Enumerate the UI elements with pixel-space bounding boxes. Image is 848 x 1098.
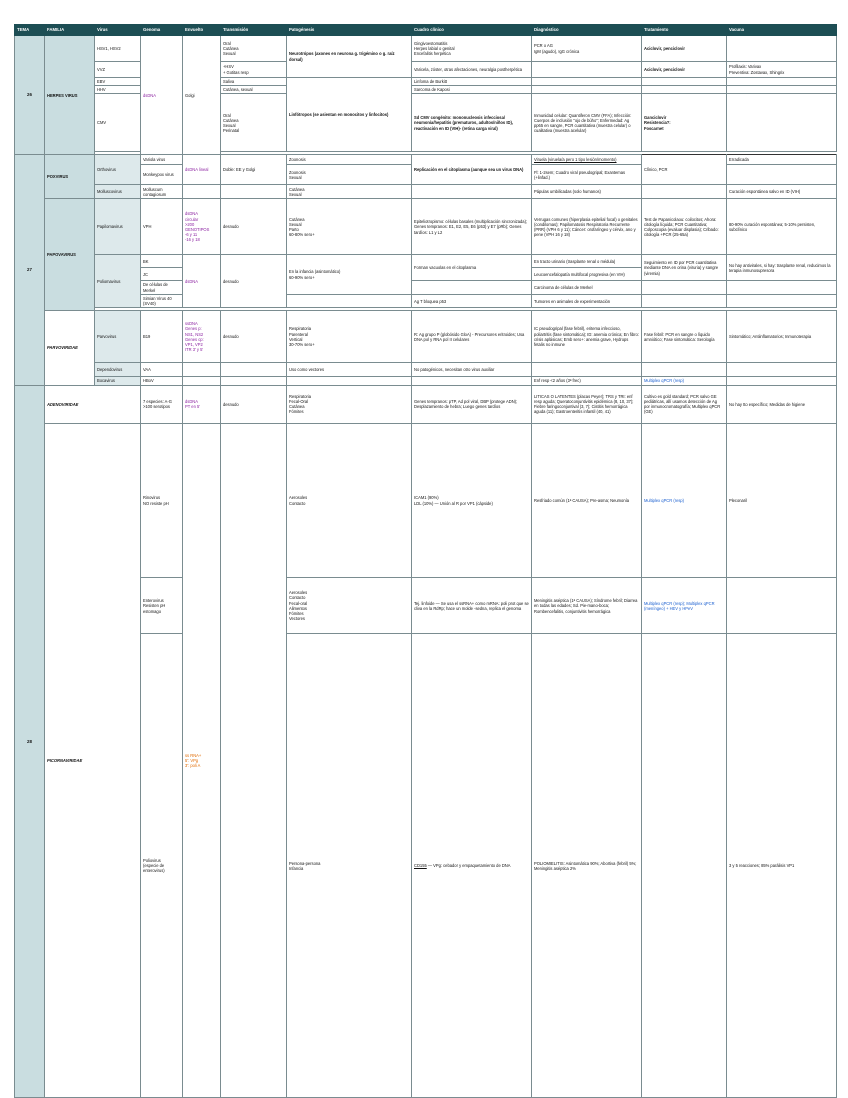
subfamily-cell: Dependovirus xyxy=(95,363,141,377)
pathogenesis-cell: Ag T bloquea p53 xyxy=(412,294,532,307)
family-cell: PAPOVAVIRUS xyxy=(45,199,95,311)
pathogenesis-cell: ICAM1 (90%) LDL (10%) — Unión al R por VP1 (cápside) xyxy=(412,423,532,578)
table-row xyxy=(15,185,837,199)
virus-cell: BK xyxy=(141,255,183,268)
table-row xyxy=(15,311,837,363)
treatment-cell: Aciclovir, penciclovir xyxy=(642,62,727,78)
transmission-cell: Zoonosis xyxy=(287,155,412,165)
clinic-cell: Pápulas umbilicadas (solo humanos) xyxy=(532,185,642,199)
diagnosis-cell: Fase febril: PCR en sangre o líquido amniótico; Fase sintomática: Serología xyxy=(642,311,727,363)
transmission-cell: Zoonosis Sexual xyxy=(287,165,412,185)
diagnosis-cell: Multiplex qPCR (resp) xyxy=(642,423,727,578)
col-virus: Virus xyxy=(95,25,141,36)
transmission-cell: +HSV + Gotitas resp xyxy=(221,62,287,78)
diagnosis-cell xyxy=(532,78,642,86)
transmission-cell: Respiratoria Fecal-Oral Cutánea Fómites xyxy=(287,385,412,423)
envelope-cell: Doble: EE y Golgi xyxy=(221,155,287,185)
subfamily-cell: Papilomavirus xyxy=(95,199,141,255)
envelope-cell: Golgi xyxy=(183,36,221,155)
table-row xyxy=(15,377,837,385)
virus-cell: VAA xyxy=(141,363,183,377)
clinic-cell: Sarcoma de Kaposi xyxy=(412,86,532,94)
col-patogenesis: Patogénesis xyxy=(287,25,412,36)
pathogenesis-cell xyxy=(412,377,532,385)
binding-text: Unión al R por VP1 (cápside) xyxy=(439,500,493,506)
subfamily-cell: Poliomavirus xyxy=(95,255,141,308)
table-row xyxy=(15,199,837,255)
diagnosis-cell xyxy=(642,363,727,377)
table-row xyxy=(15,423,837,578)
treatment-cell: 80-90% curación espontánea; 5-10% persisten, subclínico xyxy=(727,199,837,255)
table-row xyxy=(15,363,837,377)
clinic-cell xyxy=(532,363,642,377)
virus-cell: Variola virus xyxy=(141,155,183,165)
vaccine-cell xyxy=(727,86,837,94)
treatment-cell: Sintomático; Antiinflamatorios; Inmunoterapia xyxy=(727,311,837,363)
pathogenesis-cell: No patogénicos, necesitan otro virus auxiliar xyxy=(412,363,532,377)
pathogenesis-cell: Epiteliotropismo: células basales (multiplicación sincronizada); Genes tempranos: E1, E2, E5, E6 (p53) y E7 (pRb); Genes tardíos: L1 y L2 xyxy=(412,199,532,255)
family-cell: PARVOVIRIDAE xyxy=(45,311,95,385)
transmission-cell: En la infancia (asintomático) 60-90% sero+ xyxy=(287,255,412,294)
envelope-cell xyxy=(221,377,287,385)
envelope-cell xyxy=(221,363,287,377)
table-row xyxy=(15,86,837,94)
receptor-text: CD155 xyxy=(414,863,427,869)
pathogenesis-cell: Linfótropos (se asientan en monocitos y linfocitos) xyxy=(287,78,412,152)
pathogenesis-cell: CD155 — VPg: cebador y empaquetamiento de DNA xyxy=(412,634,532,1098)
virus-cell: Poliovirus (especie de enterovirus) xyxy=(141,634,183,1098)
virus-cell: HSV1, HSV2 xyxy=(95,36,141,62)
treatment-cell: Curación espontánea salvo en ID (VIH) xyxy=(727,185,837,199)
pathogenesis-cell xyxy=(412,185,532,199)
table-row xyxy=(15,94,837,152)
tema-cell: 26 xyxy=(15,36,45,155)
diagnosis-cell: Multiplex qPCR (resp) xyxy=(642,377,727,385)
diagnosis-cell: Multiplex qPCR (resp); Multiplex qPCR (meníngeo) + HEV y HPeV xyxy=(642,578,727,634)
treatment-cell xyxy=(727,281,837,294)
pathogenesis-cell: Neurotrópos (axones en neurona g. trigémino o g. raíz dorsal) xyxy=(287,36,412,78)
col-tema: TEMA xyxy=(15,25,45,36)
virus-cell: JC xyxy=(141,268,183,281)
virus-cell: EBV xyxy=(95,78,141,86)
virus-cell: De células de Merkel xyxy=(141,281,183,294)
diagnosis-cell xyxy=(642,281,727,294)
replication-text: Se usa el ssRNA+ como mRNA: poli prot que se cliva en la RdRp; hace un molde -sedna, replica el genoma xyxy=(414,600,529,611)
treatment-cell xyxy=(727,294,837,307)
diagnosis-cell: PCR o AG IgM (agudo), IgG crónica xyxy=(532,36,642,62)
diagnosis-cell xyxy=(642,185,727,199)
table-row xyxy=(15,155,837,165)
vpg-text: VPg: cebador y empaquetamiento de DNA xyxy=(433,863,511,869)
clinic-cell: POLIOMIELITIS: Asintomática 90%; Abortiva (febril) 5%; Meningitis aséptica 2% xyxy=(532,634,642,1098)
treatment-cell xyxy=(727,165,837,185)
pathogenesis-cell: Genes tempranos: pTP, Ad pol viral, DBP (protege ADN); Desplazamiento de hebra; Luego genes tardíos xyxy=(412,385,532,423)
subfamily-cell: Parvovirus xyxy=(95,311,141,363)
subfamily-cell: Bocavirus xyxy=(95,377,141,385)
diagnosis-cell xyxy=(642,294,727,307)
transmission-cell: Cutánea Sexual xyxy=(287,185,412,199)
col-tratamiento: Tratamiento xyxy=(642,25,727,36)
pathogenesis-cell: Tej. linfoide — Se usa el ssRNA+ como mRNA: poli prot que se cliva en la RdRp; hace un molde -sedna, replica el genoma xyxy=(412,578,532,634)
tema-cell: 28 xyxy=(15,385,45,1097)
table-row xyxy=(15,255,837,268)
genome-cell: dsDNA lineal xyxy=(183,155,221,185)
clinic-cell: Sd CMV congénito: mononucleosis infecciosa/ neumonía/hepatitis (prematuros, adultos/niños ID), reactivación en ID (VIH)- (retina carga viral) xyxy=(412,94,532,152)
genome-cell: dsDNA PT en 5' xyxy=(183,385,221,423)
transmission-cell: Aerosoles Contacto xyxy=(287,423,412,578)
virology-summary-table xyxy=(14,24,836,874)
clinic-cell: Linfoma de Burkitt xyxy=(412,78,532,86)
virus-cell: 7 especies: A-G >100 serotipos xyxy=(141,385,183,423)
treatment-cell xyxy=(642,86,727,94)
family-cell: ADENOVIRIDAE xyxy=(45,385,141,423)
treatment-cell xyxy=(642,78,727,86)
clinic-cell: Verrugas comunes (hiperplasia epitelial focal) o genitales (condilomas); Papilomatosis Respiratoria Recurrente (PRR) (VPH 6 y 11); Cáncer: orofaríngeo y cérvix, ano y pene (VPH 16 y 18) xyxy=(532,199,642,255)
transmission-cell: Oral Cutánea Sexual Perinatal xyxy=(221,94,287,152)
table-row xyxy=(15,78,837,86)
vaccine-cell xyxy=(727,94,837,152)
virus-cell: Monkeypox virus xyxy=(141,165,183,185)
clinic-cell: Meningitis aséptica (1ª CAUSA); Síndrome febril; Diarrea en todas las edades; Sd. Pie-mano-boca; Rombencefalitis, conjuntivitis hemorrágica xyxy=(532,578,642,634)
envelope-cell: desnudo xyxy=(221,255,287,308)
virus-cell: Molluscum contagiosum xyxy=(141,185,183,199)
diagnosis-cell: Cultivo es gold standard; PCR salvo GE pediátricas, allí usamos detección de Ag por inmunocromatografía; Multiplex qPCR (GE) xyxy=(642,385,727,423)
table-row xyxy=(15,36,837,62)
col-familia: FAMILIA xyxy=(45,25,95,36)
col-transmision: Transmisión xyxy=(221,25,287,36)
transmission-cell xyxy=(287,377,412,385)
col-envuelto: Envuelto xyxy=(183,25,221,36)
clinic-cell: IC pseudogripal (fase febril), eritema infeccioso, poliartritis (fase sintomática); ID: anemia crónica; En fibro: crisis aplásicas; Emb sero+: anemia grave, Hydrops fetalis no inmune xyxy=(532,311,642,363)
treatment-cell: No hay tto específico; Medidas de higiene xyxy=(727,385,837,423)
treatment-cell: Pleconaril xyxy=(727,423,837,578)
treatment-cell xyxy=(727,578,837,634)
diagnosis-cell: Clínico, PCR xyxy=(642,155,727,185)
clinic-cell: Fl: 1-2sem; Cuadro viral pseudogripal; Exantemas (+linfad.) xyxy=(532,165,642,185)
receptor-text: ICAM1 (90%) LDL (10%) xyxy=(414,495,439,506)
clinic-cell: Leucoencefalopatía multifocal progresiva (en VIH) xyxy=(532,268,642,281)
virus-cell: B19 xyxy=(141,311,183,363)
clinic-cell: Gingivoestomatitis Herpes labial o genital Encefalitis herpética xyxy=(412,36,532,62)
subfamily-cell: Orthovirus xyxy=(95,155,141,185)
transmission-cell: Persona-persona Infancia xyxy=(287,634,412,1098)
transmission-cell: Oral Cutánea Sexual xyxy=(221,36,287,62)
pathogenesis-cell: R: Ag grupo P (globósido GloA) - Precursores eritroides; Usa DNA pol y RNA pol II celulares xyxy=(412,311,532,363)
genome-cell xyxy=(183,185,221,199)
family-cell: PICORNAVIRIDAE xyxy=(45,423,141,1097)
envelope-cell: desnudo xyxy=(221,311,287,363)
envelope-cell: desnudo xyxy=(221,199,287,255)
tema-cell: 27 xyxy=(15,155,45,385)
envelope-cell xyxy=(221,185,287,199)
diagnosis-cell xyxy=(642,634,727,1098)
clinic-cell: Varicela, zóster, otras afectaciones, neuralgia postherpética xyxy=(412,62,532,78)
diagnosis-cell: Seguimiento en ID por PCR cuantitativa mediante DNA en orina (viruria) y sangre (viremia) xyxy=(642,255,727,281)
virus-cell: CMV xyxy=(95,94,141,152)
clinic-cell: Viruela (viruela/a pero 1 tipo lesión/momento) xyxy=(532,155,642,165)
clinic-cell: Carcinoma de células de Merkel xyxy=(532,281,642,294)
treatment-cell: Ganciclovir Resistencia?: Foscarnet xyxy=(642,94,727,152)
vaccine-cell xyxy=(727,36,837,62)
pathogenesis-cell xyxy=(412,281,532,294)
transmission-cell: Aerosoles Contacto Fecal-oral Alimentos Fómites Vectores xyxy=(287,578,412,634)
genome-cell: dsDNA circular >200 GENOTIPOS -6 y 11 -16 y 18 xyxy=(183,199,221,255)
family-cell: HERPES VIRUS xyxy=(45,36,95,155)
genome-cell xyxy=(183,363,221,377)
col-genoma: Genoma xyxy=(141,25,183,36)
virus-cell: HBoV xyxy=(141,377,183,385)
pathogenesis-cell: Forman vacuolas en el citoplasma xyxy=(412,255,532,281)
treatment-cell: Erradicada xyxy=(727,155,837,165)
subfamily-cell: Molluscovirus xyxy=(95,185,141,199)
clinic-cell: Resfriado común (1ª CAUSA); Pre-asma; Neumonía xyxy=(532,423,642,578)
transmission-cell: Cutánea, sexual xyxy=(221,86,287,94)
diagnosis-cell: Inmunidad celular: Quantiferon CMV (FFA); Infección: Cuerpos de inclusión "ojo de búho"; Enfermedad: Ag pp65 en sangre, PCR cuantitativa (muestra celular) o cualitativa (muestra acelular) xyxy=(532,94,642,152)
genome-cell: ssDNA Genes p: NS1, NS2 Genes cp: VP1, VP2 ITR 3' y 5' xyxy=(183,311,221,363)
diagnosis-cell xyxy=(532,86,642,94)
vaccine-cell: Profilaxis: Varivax Preventiva: Zostavax, Shingrix xyxy=(727,62,837,78)
clinic-cell: LITICAS O LATENTES (placas Peyer); TRS y TRI: enf resp aguda; Queratoconjuntivitis epidémica (8, 10, 37); Fiebre faringoconjuntival (3, 7); Cistitis hemorrágica aguda (11); Gastroenteritis infantil (40, 41) xyxy=(532,385,642,423)
transmission-cell: Cutánea Sexual Parto 60-80% sero+ xyxy=(287,199,412,255)
treatment-cell: Aciclovir, penciclovir xyxy=(642,36,727,62)
pathogenesis-cell: Replicación en el citoplasma (aunque sea un virus DNA) xyxy=(412,155,532,185)
col-vacuna: Vacuna xyxy=(727,25,837,36)
virus-cell: VVZ xyxy=(95,62,141,78)
transmission-cell xyxy=(287,294,412,307)
col-diagnostico: Diagnóstico xyxy=(532,25,642,36)
table-row xyxy=(15,62,837,78)
virus-cell: VPH xyxy=(141,199,183,255)
virus-cell: HHV xyxy=(95,86,141,94)
vaccine-cell xyxy=(727,78,837,86)
virus-cell: Rinovirus NO resiste pH xyxy=(141,423,183,578)
table-row xyxy=(15,385,837,423)
genome-cell: dsDNA xyxy=(183,255,221,308)
envelope-cell xyxy=(221,423,287,1097)
transmission-cell: Uso como vectores xyxy=(287,363,412,377)
diagnosis-cell xyxy=(532,62,642,78)
treatment-cell xyxy=(727,377,837,385)
diagnosis-cell: Test de Papanicolaou: coilocitos; Ahora: citología líquida; PCR Cuantitativa; Colposcopia (evaluar displasia); Cribado: citología +PCR (25-65a) xyxy=(642,199,727,255)
virus-table xyxy=(14,24,837,1098)
clinic-cell: Tumores en animales de experimentación xyxy=(532,294,642,307)
col-cuadro-clinico: Cuadro clínico xyxy=(412,25,532,36)
header-row xyxy=(15,25,837,36)
virus-cell: Enterovirus Resisten pH estomago xyxy=(141,578,183,634)
clinic-cell: Enf resp <2 años (3ª frec) xyxy=(532,377,642,385)
treatment-cell xyxy=(727,363,837,377)
clinic-cell: En tracto urinario (trasplante renal o médula) xyxy=(532,255,642,268)
treatment-cell: No hay antivirales, si hay: trasplante renal, reducimos la terapia inmunosupresora xyxy=(727,255,837,281)
virus-cell: Simian Virus 40 (SV40) xyxy=(141,294,183,307)
family-cell: POXVIRUS xyxy=(45,155,95,199)
treatment-cell: 3 y 5 reacciones; 85% parálisis VP1 xyxy=(727,634,837,1098)
transmission-cell: Respiratoria Parenteral Vertical 30-70% sero+ xyxy=(287,311,412,363)
genome-cell xyxy=(183,377,221,385)
genome-cell: ss RNA+ 5': VPg 3': poli A xyxy=(183,423,221,1097)
transmission-cell: Saliva xyxy=(221,78,287,86)
tissue-text: Tej. linfoide xyxy=(414,600,435,606)
envelope-cell: desnudo xyxy=(221,385,287,423)
genome-cell: dsDNA xyxy=(141,36,183,155)
